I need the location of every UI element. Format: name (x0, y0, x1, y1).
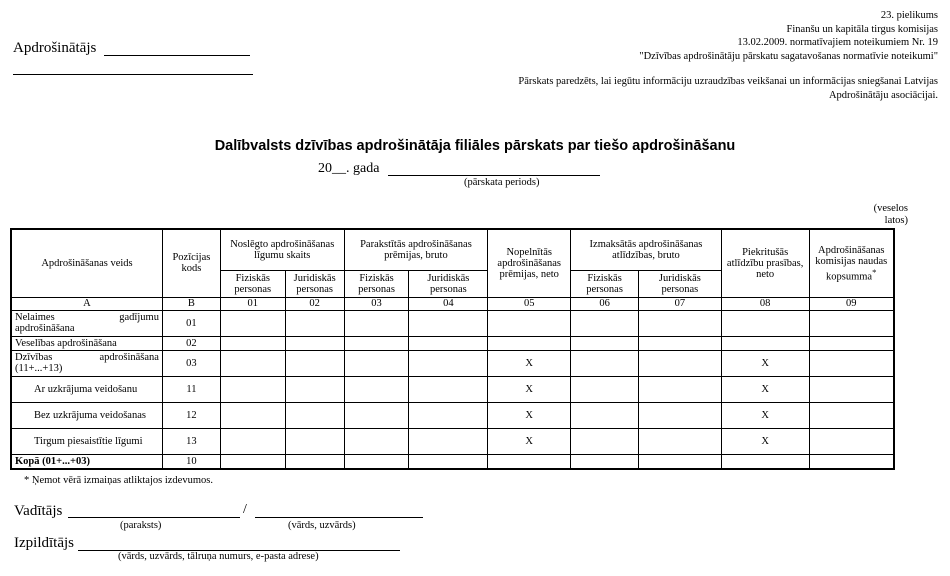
row-label: Bez uzkrājuma veidošanas (11, 402, 162, 428)
signature-slash: / (243, 502, 247, 517)
cell-06[interactable] (571, 428, 639, 454)
cell-01[interactable] (220, 454, 285, 469)
col-header-earned: Nopelnītās apdrošināšanas prēmijas, neto (488, 229, 571, 297)
table-row (11, 428, 894, 454)
table-body (11, 310, 894, 469)
period-note: (pārskata periods) (464, 177, 540, 188)
cell-05[interactable]: X (488, 376, 571, 402)
column-letters-row (11, 297, 894, 310)
cell-09[interactable] (809, 376, 894, 402)
cell-04[interactable] (409, 402, 488, 428)
header-row-1 (11, 229, 894, 270)
cell-04[interactable] (409, 350, 488, 376)
cell-07[interactable] (638, 336, 721, 350)
executor-label: Izpildītājs (14, 535, 74, 551)
cell-07[interactable] (638, 350, 721, 376)
commission-text: Apdrošināšanas komisijas naudas kopsumma (815, 244, 888, 282)
table-row (11, 336, 894, 350)
cell-07[interactable] (638, 376, 721, 402)
row-code: 10 (162, 454, 220, 469)
manager-label: Vadītājs (14, 503, 63, 519)
cell-09[interactable] (809, 336, 894, 350)
cell-05[interactable]: X (488, 350, 571, 376)
cell-06[interactable] (571, 310, 639, 336)
manager-name-note: (vārds, uzvārds) (288, 520, 356, 531)
table-row (11, 454, 894, 469)
column-letter: 03 (344, 297, 409, 310)
insurer-name-line-2[interactable] (13, 74, 253, 75)
cell-01[interactable] (220, 428, 285, 454)
cell-07[interactable] (638, 402, 721, 428)
cell-04[interactable] (409, 428, 488, 454)
table-row (11, 310, 894, 336)
cell-03[interactable] (344, 428, 409, 454)
period-prefix: 20__. gada (318, 161, 380, 176)
column-letter: 08 (721, 297, 809, 310)
footnote: * Ņemot vērā izmaiņas atliktajos izdevumos. (24, 475, 213, 486)
units-note: (veselos latos) (873, 203, 908, 226)
table-row (11, 402, 894, 428)
column-letter: B (162, 297, 220, 310)
row-label: Ar uzkrājuma veidošanu (11, 376, 162, 402)
executor-note: (vārds, uzvārds, tālruņa numurs, e-pasta adrese) (118, 551, 319, 562)
cell-04[interactable] (409, 336, 488, 350)
cell-09[interactable] (809, 402, 894, 428)
cell-08[interactable] (721, 454, 809, 469)
cell-09[interactable] (809, 350, 894, 376)
cell-06[interactable] (571, 402, 639, 428)
sub-header-natural: Fiziskās personas (220, 270, 285, 297)
manager-sign-note: (paraksts) (120, 520, 162, 531)
cell-08[interactable] (721, 310, 809, 336)
table-row (11, 350, 894, 376)
col-header-type: Apdrošināšanas veids (11, 229, 162, 297)
page-title: Dalībvalsts dzīvības apdrošinātāja filiāles pārskats par tiešo apdrošināšanu (214, 138, 736, 154)
column-letter: 07 (638, 297, 721, 310)
cell-04[interactable] (409, 376, 488, 402)
cell-07[interactable] (638, 454, 721, 469)
cell-04[interactable] (409, 310, 488, 336)
report-table (10, 228, 895, 470)
col-header-commission (809, 229, 894, 297)
cell-07[interactable] (638, 428, 721, 454)
insurer-label: Apdrošinātājs (13, 40, 97, 56)
period-row (318, 161, 379, 177)
cell-05[interactable] (488, 310, 571, 336)
commission-footnote-mark: * (872, 266, 877, 277)
cell-05[interactable]: X (488, 402, 571, 428)
row-label: Nelaimes gadījumu apdrošināšana (11, 310, 162, 336)
cell-06[interactable] (571, 454, 639, 469)
insurer-name-line-1[interactable] (104, 55, 250, 56)
cell-01[interactable] (220, 350, 285, 376)
cell-08[interactable]: X (721, 402, 809, 428)
column-letter: 05 (488, 297, 571, 310)
cell-04[interactable] (409, 454, 488, 469)
column-letter: 02 (285, 297, 344, 310)
cell-02[interactable] (285, 310, 344, 336)
row-label: Tirgum piesaistītie līgumi (11, 428, 162, 454)
annex-header (418, 9, 938, 63)
cell-01[interactable] (220, 402, 285, 428)
cell-06[interactable] (571, 350, 639, 376)
cell-03[interactable] (344, 402, 409, 428)
cell-03[interactable] (344, 350, 409, 376)
col-header-premiums: Parakstītās apdrošināšanas prēmijas, bruto (344, 229, 488, 270)
cell-08[interactable]: X (721, 376, 809, 402)
cell-01[interactable] (220, 336, 285, 350)
cell-06[interactable] (571, 376, 639, 402)
row-code: 13 (162, 428, 220, 454)
sub-header-legal: Juridiskās personas (638, 270, 721, 297)
manager-signature-line[interactable] (68, 517, 240, 518)
cell-03[interactable] (344, 336, 409, 350)
sub-header-natural: Fiziskās personas (344, 270, 409, 297)
sub-header-legal: Juridiskās personas (285, 270, 344, 297)
cell-03[interactable] (344, 376, 409, 402)
column-letter: 01 (220, 297, 285, 310)
cell-05[interactable] (488, 336, 571, 350)
cell-02[interactable] (285, 428, 344, 454)
column-letter: 09 (809, 297, 894, 310)
annex-number: 23. pielikums (880, 10, 938, 21)
row-code: 01 (162, 310, 220, 336)
cell-01[interactable] (220, 310, 285, 336)
cell-09[interactable] (809, 428, 894, 454)
cell-05[interactable] (488, 454, 571, 469)
cell-03[interactable] (344, 310, 409, 336)
cell-07[interactable] (638, 310, 721, 336)
cell-06[interactable] (571, 336, 639, 350)
row-code: 03 (162, 350, 220, 376)
col-header-claims-paid: Izmaksātās apdrošināšanas atlīdzības, bruto (571, 229, 722, 270)
col-header-code: Pozīcijas kods (162, 229, 220, 297)
cell-09[interactable] (809, 454, 894, 469)
report-purpose: Pārskats paredzēts, lai iegūtu informāciju uzraudzības veikšanai un informācijas sniegšanai Latvijas Apdrošinātāju asociācijai. (518, 76, 938, 101)
row-code: 11 (162, 376, 220, 402)
row-label: Kopā (01+...+03) (11, 454, 162, 469)
cell-01[interactable] (220, 376, 285, 402)
row-label: Veselības apdrošināšana (11, 336, 162, 350)
cell-03[interactable] (344, 454, 409, 469)
annex-regulation: 13.02.2009. normatīvajiem noteikumiem Nr. 19 (737, 37, 938, 48)
row-code: 02 (162, 336, 220, 350)
period-field-line[interactable] (388, 175, 600, 176)
table-row (11, 376, 894, 402)
manager-name-line[interactable] (255, 517, 423, 518)
cell-05[interactable]: X (488, 428, 571, 454)
sub-header-natural: Fiziskās personas (571, 270, 639, 297)
column-letter: A (11, 297, 162, 310)
col-header-claims-incurred: Piekritušās atlīdzību prasības, neto (721, 229, 809, 297)
cell-08[interactable]: X (721, 350, 809, 376)
annex-commission: Finanšu un kapitāla tirgus komisijas (786, 23, 938, 35)
cell-08[interactable]: X (721, 428, 809, 454)
col-header-contracts: Noslēgto apdrošināšanas līgumu skaits (220, 229, 344, 270)
cell-02[interactable] (285, 402, 344, 428)
row-label: Dzīvības apdrošināšana (11+...+13) (11, 350, 162, 376)
cell-02[interactable] (285, 350, 344, 376)
row-code: 12 (162, 402, 220, 428)
cell-02[interactable] (285, 454, 344, 469)
cell-02[interactable] (285, 376, 344, 402)
annex-regulation-title: "Dzīvības apdrošinātāju pārskatu sagatavošanas normatīvie noteikumi" (639, 50, 938, 62)
cell-09[interactable] (809, 310, 894, 336)
sub-header-legal: Juridiskās personas (409, 270, 488, 297)
column-letter: 04 (409, 297, 488, 310)
column-letter: 06 (571, 297, 639, 310)
cell-02[interactable] (285, 336, 344, 350)
cell-08[interactable] (721, 336, 809, 350)
